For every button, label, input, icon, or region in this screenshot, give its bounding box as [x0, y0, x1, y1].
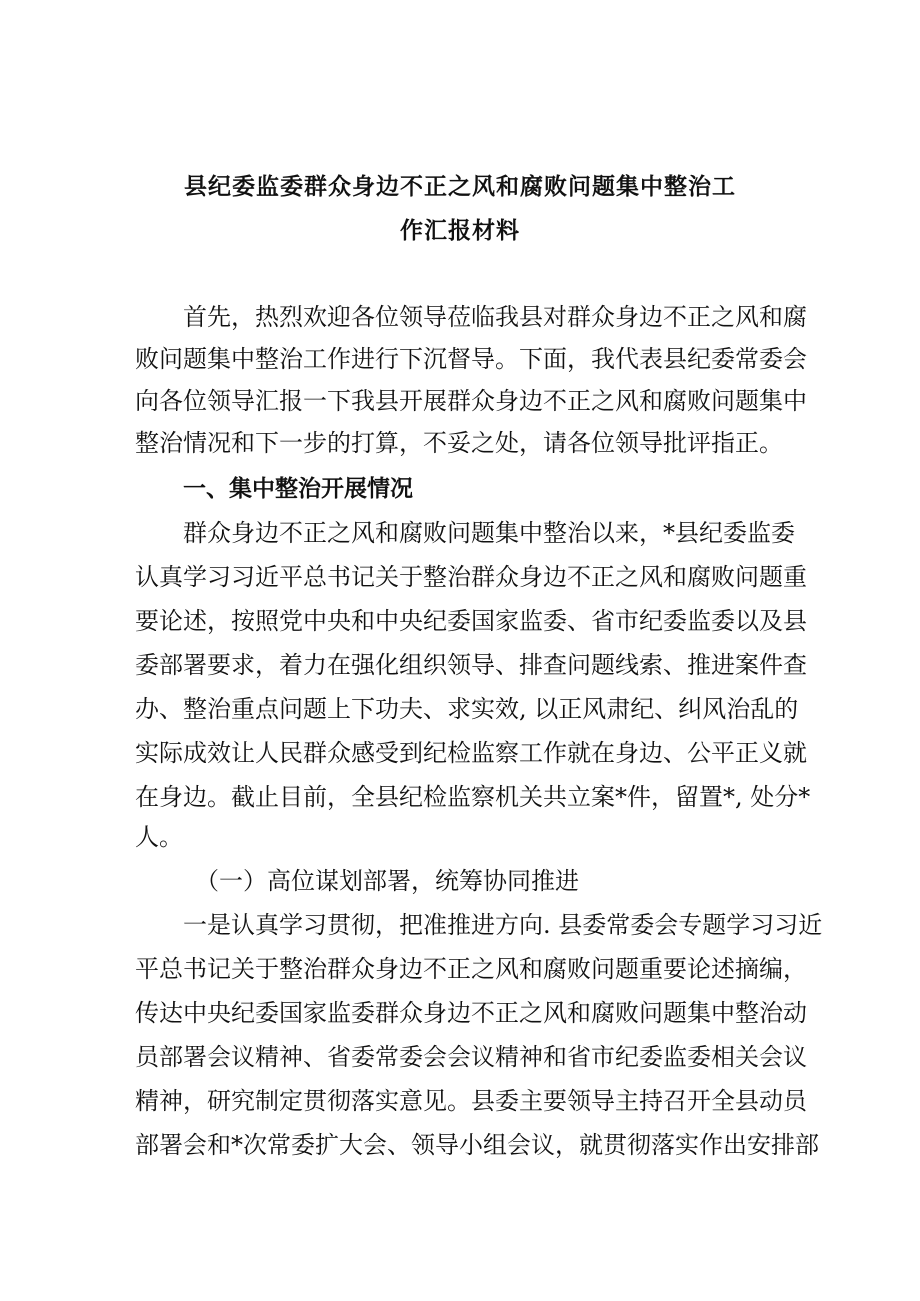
section-para-line-1: 群众身边不正之风和腐败问题集中整治以来，*县纪委监委: [183, 519, 795, 547]
subsection-para-line-5: 精神，研究制定贯彻落实意见。县委主要领导主持召开全县动员: [135, 1087, 807, 1115]
subsection-para-line-2: 平总书记关于整治群众身边不正之风和腐败问题重要论述摘编，: [135, 955, 807, 983]
section-heading: 一、集中整治开展情况: [183, 476, 413, 502]
document-title-line-1: 县纪委监委群众身边不正之风和腐败问题集中整治工: [184, 174, 736, 200]
section-para-line-5: 办、整治重点问题上下功夫、求实效, 以正风肃纪、纠风治乱的: [135, 695, 799, 723]
subsection-heading: （一）高位谋划部署，统筹协同推进: [195, 867, 579, 895]
subsection-para-line-6: 部署会和*次常委扩大会、领导小组会议，就贯彻落实作出安排部: [135, 1131, 819, 1159]
document-title-line-2: 作汇报材料: [400, 218, 520, 244]
subsection-para-line-1: 一是认真学习贯彻，把准推进方向. 县委常委会专题学习习近: [183, 911, 823, 939]
section-para-line-3: 要论述，按照党中央和中央纪委国家监委、省市纪委监委以及县: [135, 607, 807, 635]
intro-line-3: 向各位领导汇报一下我县开展群众身边不正之风和腐败问题集中: [135, 387, 807, 415]
section-para-line-2: 认真学习习近平总书记关于整治群众身边不正之风和腐败问题重: [135, 563, 807, 591]
section-para-line-7: 在身边。截止目前，全县纪检监察机关共立案*件，留置*, 处分*: [135, 783, 811, 811]
intro-line-2: 败问题集中整治工作进行下沉督导。下面，我代表县纪委常委会: [135, 345, 807, 373]
section-para-line-4: 委部署要求，着力在强化组织领导、排查问题线索、推进案件查: [135, 651, 807, 679]
section-para-line-6: 实际成效让人民群众感受到纪检监察工作就在身边、公平正义就: [135, 739, 807, 767]
subsection-para-line-4: 员部署会议精神、省委常委会会议精神和省市纪委监委相关会议: [135, 1043, 807, 1071]
intro-line-1: 首先，热烈欢迎各位领导莅临我县对群众身边不正之风和腐: [183, 303, 807, 331]
intro-line-4: 整治情况和下一步的打算，不妥之处，请各位领导批评指正。: [135, 429, 783, 457]
subsection-para-line-3: 传达中央纪委国家监委群众身边不正之风和腐败问题集中整治动: [135, 999, 807, 1027]
section-para-line-8: 人。: [135, 823, 183, 851]
